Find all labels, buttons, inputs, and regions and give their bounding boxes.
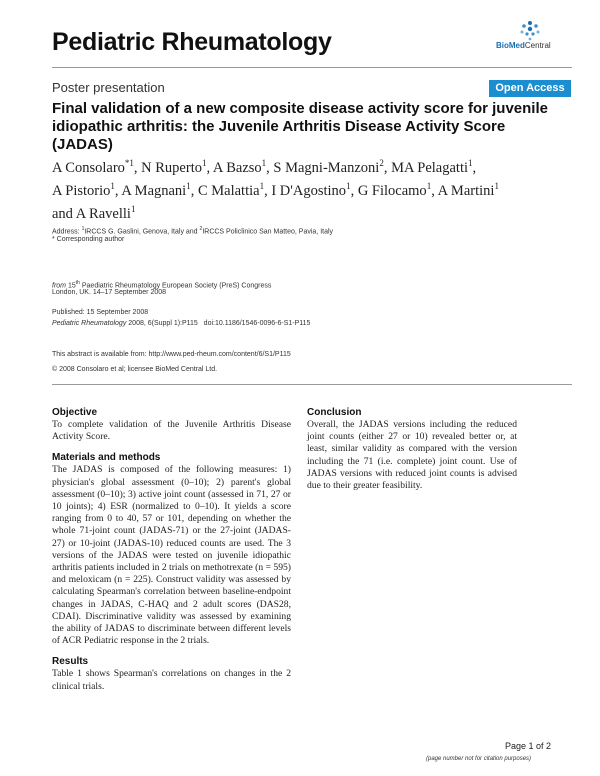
author[interactable]: C Malattia <box>197 182 260 199</box>
doi-link[interactable]: doi:10.1186/1546-0096-6-S1-P115 <box>203 320 311 327</box>
available-from[interactable]: This abstract is available from: http://www.ped-rheum.com/content/6/S1/P115 <box>52 351 291 358</box>
results-heading: Results <box>52 656 89 668</box>
author-affiliation: 1 <box>346 180 351 191</box>
address-num: 2 <box>199 226 203 232</box>
congress-place: London, UK. 14–17 September 2008 <box>52 289 167 296</box>
address-label: Address: <box>52 228 80 236</box>
objective-text: To complete validation of the Juvenile Arthritis Disease Activity Score. <box>52 419 291 443</box>
article-title: Final validation of a new composite disease activity score for juvenile idiopathic arthritis: the Juvenile Arthritis Disease Activity Score (JADAS) <box>52 100 548 153</box>
author-affiliation: 1 <box>468 158 473 168</box>
author-affiliation: 1 <box>426 180 432 191</box>
authors-and: and <box>52 205 73 222</box>
page-number: Page 1 of 2 <box>505 741 552 751</box>
author-affiliation: 1 <box>261 158 267 168</box>
publisher-logo <box>496 20 556 54</box>
citation-volume: 2008, 6(Suppl 1):P115 <box>128 320 198 327</box>
congress-name: Paediatric Rheumatology European Society (PreS) Congress <box>81 282 272 290</box>
citation-journal: Pediatric Rheumatology <box>52 320 127 327</box>
journal-title: Pediatric Rheumatology <box>52 28 332 56</box>
author[interactable]: G Filocamo <box>357 182 427 199</box>
author[interactable]: A Pistorio <box>52 182 111 199</box>
header-divider <box>52 67 572 68</box>
logo-name: BioMed <box>496 41 525 50</box>
logo-suffix: Central <box>524 41 551 50</box>
copyright: © 2008 Consolaro et al; licensee BioMed Central Ltd. <box>52 366 218 373</box>
conclusion-text: Overall, the JADAS versions including the reduced joint counts (either 27 or 10) revealed better or, at least, similar validity as compared with the version including the 71 (i.e. complete) joint count. Use of JADAS versions with reduced joint counts is advised due to their greater feasibility. <box>307 419 517 492</box>
right-column <box>307 407 517 492</box>
address-line-2: IRCCS Policlinico San Matteo, Pavia, Italy <box>202 228 334 236</box>
methods-heading: Materials and methods <box>52 452 161 464</box>
published-date: Published: 15 September 2008 <box>52 309 149 316</box>
open-access-badge[interactable]: Open Access <box>489 80 571 97</box>
author[interactable]: N Ruperto <box>141 159 202 176</box>
methods-text: The JADAS is composed of the following measures: 1) physician's global assessment (0–10); 2) parent's global assessment (0–10); 3) active joint count (assessed in 71, 27 or 10 joints); 4) ESR (normalized to 0–10). It yields a score ranging from 0 to 40, 57 or 101, depending on whether the whole 71-joint count (JADAS-71) or the 27-joint (JADAS-27) or 10-joint (JADAS-10) reduced counts are used. The 3 versions of the JADAS were tested on juvenile idiopathic arthritis patients included in 2 trials on methotrexate (n = 595) and meloxicam (n = 225). Construct validity was assessed by calculating Spearman's correlation between baseline-endpoint changes in JADAS, C-HAQ and 2 adult scores (DAS28, CDAI). Discriminative validity was assessed by examining the ability of JADAS to discriminate between different levels of ACR Pediatric response in the 2 trials. <box>52 464 291 647</box>
author[interactable]: A Ravelli <box>75 205 131 222</box>
author-list: A Consolaro$^{*1}$, N Ruperto$^1$, A Bazso$^1$, S Magni-Manzoni$^2$, MA Pelagatti$^1$, A Pistorio$^1$, A Magnani$^1$, C Malattia$^1$, I D'Agostino$^1$, G Filocamo$^1$, A Martini$^1$ and A Ravelli$^1$ <box>52 158 499 222</box>
page-note: (page number not for citation purposes) <box>426 756 532 762</box>
author[interactable]: A Consolaro <box>52 159 125 176</box>
from-label: from <box>52 282 66 290</box>
author[interactable]: A Bazso <box>212 159 262 176</box>
author-affiliation: 1 <box>130 203 136 214</box>
congress-suffix: th <box>75 280 80 286</box>
author[interactable]: S Magni-Manzoni <box>273 159 380 176</box>
congress-number: 15 <box>67 282 76 290</box>
body-divider <box>52 384 572 385</box>
author-affiliation: 2 <box>379 158 384 168</box>
objective-heading: Objective <box>52 407 98 418</box>
author-affiliation: 1 <box>259 180 265 191</box>
logo-dots-icon <box>518 20 542 42</box>
author-affiliation: 1 <box>186 180 191 191</box>
author[interactable]: A Martini <box>437 182 495 199</box>
author[interactable]: I D'Agostino <box>271 182 347 199</box>
article-type: Poster presentation <box>52 80 165 95</box>
corresponding-author: * Corresponding author <box>52 236 125 243</box>
author-affiliation: 1 <box>494 180 499 191</box>
author-affiliation: 1 <box>110 180 115 191</box>
conclusion-heading: Conclusion <box>307 407 362 418</box>
author-affiliation: *1 <box>124 158 134 168</box>
author[interactable]: MA Pelagatti <box>391 159 469 176</box>
citation <box>52 319 310 329</box>
results-text: Table 1 shows Spearman's correlations on changes in the 2 clinical trials. <box>52 668 291 692</box>
author-affiliation: 1 <box>201 158 207 168</box>
author[interactable]: A Magnani <box>121 182 187 199</box>
address-line-1: IRCCS G. Gaslini, Genova, Italy and <box>84 228 198 236</box>
address-num: 1 <box>81 226 85 232</box>
left-column <box>52 407 291 693</box>
